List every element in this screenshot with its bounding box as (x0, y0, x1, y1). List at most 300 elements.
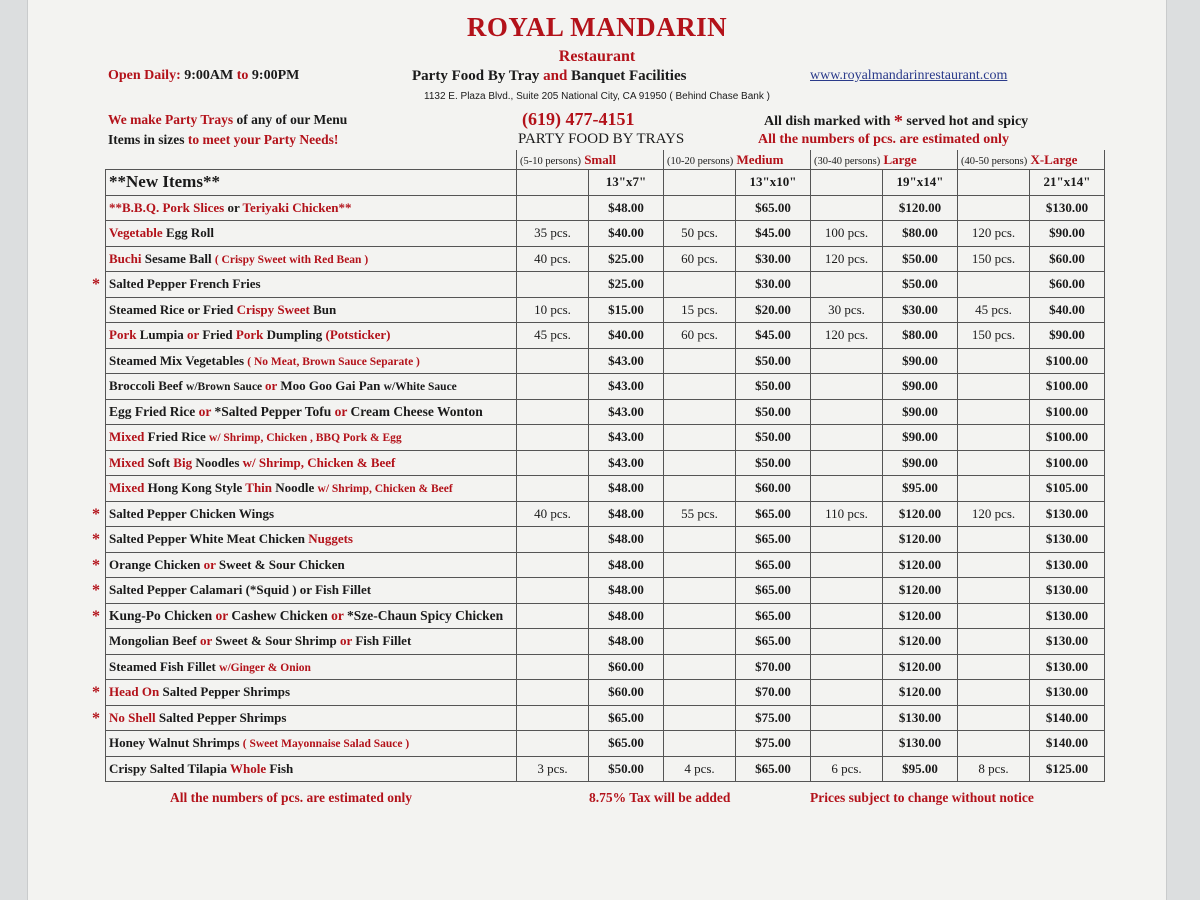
pieces-large: 6 pcs. (811, 756, 883, 782)
menu-item-text: *Salted Pepper Tofu (211, 403, 335, 419)
pieces-medium: 55 pcs. (664, 501, 736, 527)
pieces-xlarge (958, 603, 1030, 629)
pieces-large (811, 731, 883, 757)
price-medium: $60.00 (736, 476, 811, 502)
menu-item-name (92, 603, 517, 629)
pieces-medium (664, 629, 736, 655)
price-large: $95.00 (883, 476, 958, 502)
menu-item-name (106, 297, 517, 323)
pieces-small: 40 pcs. (517, 501, 589, 527)
price-xlarge: $130.00 (1030, 195, 1105, 221)
menu-item-text: Crispy Salted Tilapia (109, 760, 231, 776)
price-large: $120.00 (883, 501, 958, 527)
party-food-text: Party Food By Tray (412, 68, 540, 84)
spicy-star-icon: * (92, 607, 100, 625)
menu-item-text: Fish (266, 760, 294, 776)
menu-row (106, 170, 1105, 196)
menu-item-text: Mixed (109, 429, 145, 445)
pieces-xlarge (958, 552, 1030, 578)
menu-item-name (92, 578, 517, 604)
menu-item-text: Big (173, 454, 193, 470)
menu-item-text: Vegetable (109, 225, 163, 241)
menu-item-text: or (215, 607, 229, 623)
price-small: $65.00 (589, 705, 664, 731)
menu-item-text: Broccoli Beef (109, 378, 187, 394)
pieces-small (517, 603, 589, 629)
price-medium: $65.00 (736, 578, 811, 604)
price-large: $130.00 (883, 731, 958, 757)
pieces-xlarge (958, 705, 1030, 731)
menu-item-text: w/ Shrimp, Chicken & Beef (317, 483, 453, 496)
price-large: $120.00 (883, 680, 958, 706)
pieces-small (517, 552, 589, 578)
size-header-medium (664, 150, 811, 170)
price-large: $80.00 (883, 323, 958, 349)
menu-item-name (92, 680, 517, 706)
price-xlarge: $90.00 (1030, 221, 1105, 247)
pieces-small (517, 527, 589, 553)
pieces-medium (664, 578, 736, 604)
menu-sheet (28, 0, 1166, 900)
menu-item-text: Teriyaki Chicken** (242, 199, 352, 215)
spicy-star-icon: * (92, 582, 100, 600)
phone-number[interactable]: (619) 477-4151 (522, 109, 635, 129)
pieces-small (517, 450, 589, 476)
price-xlarge: $130.00 (1030, 603, 1105, 629)
pieces-xlarge (958, 527, 1030, 553)
header-blank (106, 150, 517, 170)
menu-item-text: or (331, 607, 344, 623)
price-large: $50.00 (883, 246, 958, 272)
price-small: $43.00 (589, 450, 664, 476)
hours-open: 9:00AM (184, 68, 234, 83)
price-xlarge: $100.00 (1030, 450, 1105, 476)
price-small: $60.00 (589, 654, 664, 680)
price-xlarge: $100.00 (1030, 348, 1105, 374)
pieces-xlarge (958, 629, 1030, 655)
price-xlarge: $130.00 (1030, 527, 1105, 553)
price-medium: $30.00 (736, 272, 811, 298)
website-link[interactable]: www.royalmandarinrestaurant.com (810, 68, 1008, 83)
price-large: $120.00 (883, 629, 958, 655)
menu-row (106, 374, 1105, 400)
price-small: $60.00 (589, 680, 664, 706)
menu-row (106, 221, 1105, 247)
menu-item-text: or (224, 199, 243, 215)
price-medium: $70.00 (736, 680, 811, 706)
menu-item-text: Soft (144, 454, 174, 470)
menu-item-text: **New Items** (109, 172, 220, 192)
menu-item-text: or (187, 327, 200, 343)
hours-label: Open Daily: (108, 68, 181, 83)
pieces-small (517, 374, 589, 400)
price-medium: $45.00 (736, 221, 811, 247)
price-large: $80.00 (883, 221, 958, 247)
price-small: $25.00 (589, 272, 664, 298)
size-header-large (811, 150, 958, 170)
size-persons: (10-20 persons) (667, 155, 734, 167)
pieces-medium (664, 654, 736, 680)
restaurant-subtitle: Restaurant (558, 48, 636, 65)
pieces-medium (664, 552, 736, 578)
menu-item-text: Fish Fillet (352, 633, 412, 649)
menu-item-text: Head On (109, 684, 160, 700)
menu-item-text: **B.B.Q. Pork Slices (109, 199, 225, 215)
menu-item-text: Sesame Ball (141, 250, 215, 266)
price-small: $25.00 (589, 246, 664, 272)
price-small: $48.00 (589, 552, 664, 578)
price-small: $48.00 (589, 501, 664, 527)
price-medium: $65.00 (736, 603, 811, 629)
menu-item-name (106, 170, 517, 196)
size-name: Medium (736, 151, 784, 167)
pieces-large (811, 705, 883, 731)
size-name: Large (883, 151, 917, 167)
price-small: $50.00 (589, 756, 664, 782)
spicy-legend-text: All dish marked with (764, 114, 891, 129)
menu-item-text: Steamed Mix Vegetables (109, 352, 248, 368)
pieces-small (517, 654, 589, 680)
pieces-small (517, 170, 589, 196)
menu-item-name (92, 501, 517, 527)
size-persons: (30-40 persons) (814, 155, 881, 167)
menu-item-text: ( No Meat, Brown Sauce Separate ) (247, 355, 420, 368)
pieces-large (811, 450, 883, 476)
pieces-large (811, 552, 883, 578)
spicy-star-icon: * (92, 276, 100, 294)
price-large: $90.00 (883, 450, 958, 476)
pieces-small: 35 pcs. (517, 221, 589, 247)
menu-item-text: Pork (109, 327, 137, 343)
price-small: $43.00 (589, 425, 664, 451)
menu-item-name (106, 195, 517, 221)
menu-item-text: Salted Pepper Calamari (*Squid ) or Fish Fillet (109, 582, 372, 598)
menu-row (106, 756, 1105, 782)
price-xlarge: $105.00 (1030, 476, 1105, 502)
pieces-xlarge (958, 476, 1030, 502)
pieces-xlarge (958, 578, 1030, 604)
price-xlarge: $130.00 (1030, 578, 1105, 604)
pieces-small (517, 476, 589, 502)
price-xlarge: $125.00 (1030, 756, 1105, 782)
menu-item-name (106, 425, 517, 451)
menu-item-text: or (203, 556, 216, 572)
pieces-small (517, 195, 589, 221)
pieces-large (811, 629, 883, 655)
menu-item-text: w/ Shrimp, Chicken & Beef (242, 454, 396, 470)
pieces-medium: 50 pcs. (664, 221, 736, 247)
price-xlarge: $100.00 (1030, 374, 1105, 400)
menu-item-text: or (198, 403, 212, 419)
pieces-small (517, 680, 589, 706)
spicy-star-icon: * (92, 531, 100, 549)
pieces-large: 110 pcs. (811, 501, 883, 527)
spicy-star-icon: * (92, 684, 100, 702)
party-trays-text: We make Party Trays (108, 112, 234, 127)
pieces-large (811, 348, 883, 374)
menu-item-text: Salted Pepper White Meat Chicken (109, 531, 309, 547)
price-large: $30.00 (883, 297, 958, 323)
menu-item-text: Buchi (109, 250, 142, 266)
pieces-medium: 4 pcs. (664, 756, 736, 782)
menu-item-name (106, 348, 517, 374)
menu-item-text: Nuggets (308, 531, 353, 547)
menu-item-name (92, 552, 517, 578)
pieces-xlarge (958, 680, 1030, 706)
price-xlarge: $130.00 (1030, 654, 1105, 680)
price-medium: $20.00 (736, 297, 811, 323)
price-medium: $65.00 (736, 501, 811, 527)
price-xlarge: $130.00 (1030, 680, 1105, 706)
pieces-medium: 60 pcs. (664, 323, 736, 349)
menu-row (106, 246, 1105, 272)
price-small: $65.00 (589, 731, 664, 757)
menu-item-text: Noodles (192, 454, 243, 470)
menu-row (106, 272, 1105, 298)
menu-row (106, 527, 1105, 553)
menu-item-text: Dumpling (263, 327, 326, 343)
price-medium: $70.00 (736, 654, 811, 680)
pieces-xlarge (958, 654, 1030, 680)
menu-item-text: Cashew Chicken (228, 607, 332, 623)
pieces-large: 100 pcs. (811, 221, 883, 247)
menu-item-name (92, 705, 517, 731)
pieces-large (811, 195, 883, 221)
price-xlarge: $130.00 (1030, 629, 1105, 655)
menu-item-text: Salted Pepper French Fries (109, 276, 261, 292)
menu-row (106, 425, 1105, 451)
menu-item-text: Kung-Po Chicken (109, 607, 216, 623)
price-large: $120.00 (883, 578, 958, 604)
menu-item-text: w/White Sauce (383, 381, 457, 394)
tray-size-medium: 13"x10" (736, 170, 811, 196)
pieces-small (517, 705, 589, 731)
price-large: $90.00 (883, 399, 958, 425)
pieces-medium (664, 680, 736, 706)
menu-item-text: Bun (309, 301, 337, 317)
estimated-note-bottom: All the numbers of pcs. are estimated only (170, 790, 412, 805)
spicy-star-icon: * (92, 505, 100, 523)
menu-row (106, 501, 1105, 527)
price-large: $90.00 (883, 374, 958, 400)
price-xlarge: $60.00 (1030, 272, 1105, 298)
pieces-small: 3 pcs. (517, 756, 589, 782)
menu-item-text: Egg Roll (162, 225, 214, 241)
price-xlarge: $40.00 (1030, 297, 1105, 323)
pieces-xlarge: 120 pcs. (958, 501, 1030, 527)
menu-item-text: Fried (199, 327, 236, 343)
menu-item-text: w/Ginger & Onion (219, 661, 311, 674)
menu-item-text: (Potsticker) (325, 327, 391, 343)
pieces-xlarge (958, 170, 1030, 196)
menu-item-text: or (340, 633, 353, 649)
pieces-xlarge: 150 pcs. (958, 323, 1030, 349)
price-medium: $50.00 (736, 399, 811, 425)
pieces-medium (664, 399, 736, 425)
price-small: $48.00 (589, 476, 664, 502)
price-small: $43.00 (589, 374, 664, 400)
pieces-large: 120 pcs. (811, 246, 883, 272)
tax-note: 8.75% Tax will be added (589, 790, 731, 805)
menu-item-name (106, 374, 517, 400)
menu-row (106, 578, 1105, 604)
pieces-medium (664, 705, 736, 731)
pieces-large (811, 425, 883, 451)
price-xlarge: $100.00 (1030, 425, 1105, 451)
price-medium: $50.00 (736, 425, 811, 451)
price-medium: $65.00 (736, 629, 811, 655)
pieces-xlarge: 120 pcs. (958, 221, 1030, 247)
opening-hours (108, 68, 299, 84)
menu-row (106, 629, 1105, 655)
menu-item-name (106, 450, 517, 476)
restaurant-title: ROYAL MANDARIN (466, 12, 728, 42)
pieces-small (517, 629, 589, 655)
size-persons: (5-10 persons) (520, 155, 581, 167)
menu-item-name (92, 527, 517, 553)
price-medium: $65.00 (736, 527, 811, 553)
menu-item-text: Salted Pepper Shrimps (159, 684, 291, 700)
price-small: $15.00 (589, 297, 664, 323)
pieces-small (517, 578, 589, 604)
price-medium: $75.00 (736, 731, 811, 757)
menu-item-text: Fried Rice (144, 429, 210, 445)
pieces-large (811, 527, 883, 553)
pieces-small (517, 399, 589, 425)
size-name: X-Large (1030, 151, 1078, 167)
pieces-small (517, 731, 589, 757)
pieces-small (517, 272, 589, 298)
pieces-large (811, 476, 883, 502)
pieces-xlarge (958, 425, 1030, 451)
menu-item-text: Hong Kong Style (144, 480, 246, 496)
menu-item-text: Whole (230, 760, 267, 776)
size-header-xlarge (958, 150, 1105, 170)
menu-item-text: Mongolian Beef (109, 633, 200, 649)
price-small: $43.00 (589, 348, 664, 374)
pieces-xlarge: 45 pcs. (958, 297, 1030, 323)
pieces-large (811, 399, 883, 425)
pieces-xlarge (958, 272, 1030, 298)
menu-item-text: Pork (235, 327, 264, 343)
price-large: $95.00 (883, 756, 958, 782)
price-medium: $50.00 (736, 450, 811, 476)
size-persons: (40-50 persons) (961, 155, 1028, 167)
menu-item-text: Lumpia (136, 327, 188, 343)
menu-row (106, 654, 1105, 680)
menu-text: of any of our Menu (236, 112, 348, 127)
pieces-medium: 60 pcs. (664, 246, 736, 272)
price-xlarge: $90.00 (1030, 323, 1105, 349)
price-small: $40.00 (589, 221, 664, 247)
pieces-xlarge (958, 399, 1030, 425)
hours-to: to (236, 68, 249, 83)
pieces-small (517, 348, 589, 374)
price-small: $48.00 (589, 578, 664, 604)
pieces-medium (664, 272, 736, 298)
menu-row (106, 297, 1105, 323)
menu-item-text: or (334, 403, 348, 419)
menu-row (106, 705, 1105, 731)
price-small: $43.00 (589, 399, 664, 425)
price-medium: $30.00 (736, 246, 811, 272)
pieces-small: 40 pcs. (517, 246, 589, 272)
menu-item-text: Crispy Sweet (236, 301, 310, 317)
pieces-large (811, 603, 883, 629)
size-header-small (517, 150, 664, 170)
price-medium: $65.00 (736, 195, 811, 221)
menu-row (106, 348, 1105, 374)
banquet-text: Banquet Facilities (571, 68, 687, 84)
size-header-row (106, 150, 1105, 170)
menu-item-name (106, 323, 517, 349)
size-name: Small (584, 151, 616, 167)
pieces-large: 120 pcs. (811, 323, 883, 349)
menu-item-name (106, 654, 517, 680)
menu-row (106, 399, 1105, 425)
party-food-line (412, 68, 686, 85)
spicy-legend (764, 111, 1028, 132)
pieces-small: 10 pcs. (517, 297, 589, 323)
menu-row (106, 731, 1105, 757)
pieces-xlarge (958, 348, 1030, 374)
menu-item-text: Cream Cheese Wonton (347, 403, 483, 419)
price-small: $48.00 (589, 629, 664, 655)
price-xlarge: $140.00 (1030, 705, 1105, 731)
spicy-legend-text-2: served hot and spicy (906, 114, 1029, 129)
pieces-medium (664, 603, 736, 629)
menu-row (106, 323, 1105, 349)
menu-row (106, 603, 1105, 629)
menu-item-text: Salted Pepper Chicken Wings (109, 505, 275, 521)
menu-item-text: *Sze-Chaun Spicy Chicken (343, 607, 504, 623)
menu-item-name (92, 272, 517, 298)
menu-item-text: w/Brown Sauce (186, 381, 266, 394)
price-xlarge: $130.00 (1030, 552, 1105, 578)
pieces-large (811, 680, 883, 706)
price-large: $120.00 (883, 552, 958, 578)
hours-close: 9:00PM (251, 68, 300, 83)
menu-item-text: Honey Walnut Shrimps (109, 735, 243, 751)
price-xlarge: $130.00 (1030, 501, 1105, 527)
menu-item-text: Moo Goo Gai Pan (277, 378, 384, 394)
price-large: $120.00 (883, 603, 958, 629)
pieces-xlarge (958, 374, 1030, 400)
tray-size-xlarge: 21"x14" (1030, 170, 1105, 196)
menu-item-name (106, 731, 517, 757)
price-small: $48.00 (589, 195, 664, 221)
pieces-medium (664, 450, 736, 476)
items-sizes-text: Items in sizes (108, 132, 185, 147)
menu-item-text: Steamed Fish Fillet (109, 658, 220, 674)
price-large: $90.00 (883, 425, 958, 451)
menu-item-name (106, 629, 517, 655)
party-and-text: and (543, 68, 568, 84)
menu-item-text: Egg Fried Rice (109, 403, 199, 419)
menu-item-name (106, 476, 517, 502)
pieces-large (811, 272, 883, 298)
pieces-large (811, 170, 883, 196)
menu-item-text: Steamed Rice or Fried (109, 301, 237, 317)
pieces-large: 30 pcs. (811, 297, 883, 323)
pieces-xlarge (958, 195, 1030, 221)
pieces-xlarge (958, 450, 1030, 476)
pieces-large (811, 374, 883, 400)
menu-item-name (106, 399, 517, 425)
pieces-medium (664, 348, 736, 374)
pieces-medium (664, 476, 736, 502)
pieces-large (811, 654, 883, 680)
